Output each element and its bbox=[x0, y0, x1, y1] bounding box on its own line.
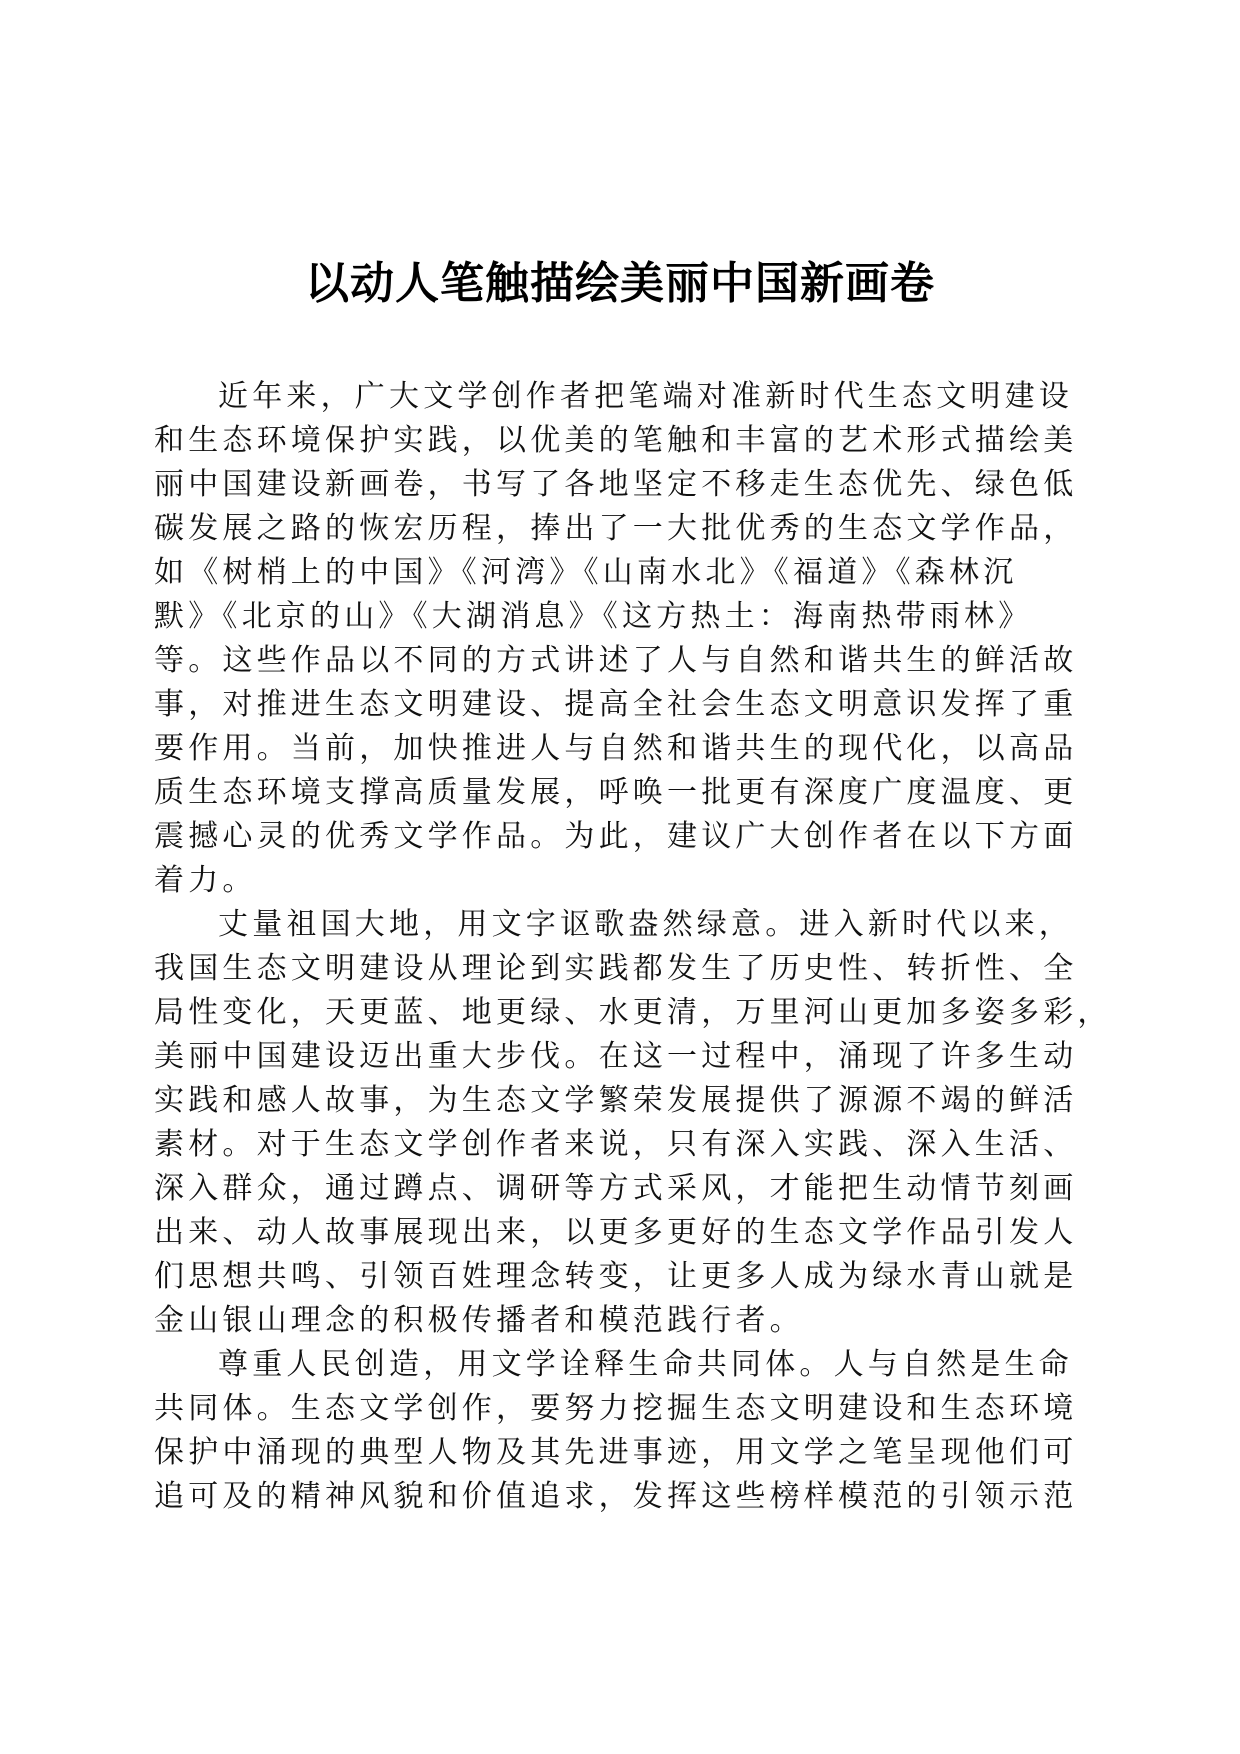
paragraph-1-line: 默》《北京的山》《大湖消息》《这方热土：海南热带雨林》 bbox=[154, 599, 1033, 634]
paragraph-1-line: 近年来，广大文学创作者把笔端对准新时代生态文明建设 bbox=[218, 379, 1073, 414]
paragraph-1-line: 质生态环境支撑高质量发展，呼唤一批更有深度广度温度、更 bbox=[154, 775, 1078, 810]
document-title: 以动人笔触描绘美丽中国新画卷 bbox=[305, 258, 935, 309]
paragraph-3-line: 追可及的精神风貌和价值追求，发挥这些榜样模范的引领示范 bbox=[154, 1479, 1078, 1514]
paragraph-1-line: 如《树梢上的中国》《河湾》《山南水北》《福道》《森林沉 bbox=[154, 555, 1018, 590]
paragraph-3-line: 尊重人民创造，用文学诠释生命共同体。人与自然是生命 bbox=[218, 1347, 1073, 1382]
paragraph-2-line: 金山银山理念的积极传播者和模范践行者。 bbox=[154, 1303, 804, 1338]
paragraph-1-line: 等。这些作品以不同的方式讲述了人与自然和谐共生的鲜活故 bbox=[154, 643, 1078, 678]
paragraph-2-line: 出来、动人故事展现出来，以更多更好的生态文学作品引发人 bbox=[154, 1215, 1078, 1250]
paragraph-1-line: 要作用。当前，加快推进人与自然和谐共生的现代化，以高品 bbox=[154, 731, 1078, 766]
paragraph-3-line: 共同体。生态文学创作，要努力挖掘生态文明建设和生态环境 bbox=[154, 1391, 1078, 1426]
paragraph-2-line: 深入群众，通过蹲点、调研等方式采风，才能把生动情节刻画 bbox=[154, 1171, 1078, 1206]
paragraph-2-line: 素材。对于生态文学创作者来说，只有深入实践、深入生活、 bbox=[154, 1127, 1078, 1162]
paragraph-1-line: 丽中国建设新画卷，书写了各地坚定不移走生态优先、绿色低 bbox=[154, 467, 1078, 502]
paragraph-1-line: 和生态环境保护实践，以优美的笔触和丰富的艺术形式描绘美 bbox=[154, 423, 1078, 458]
document-body bbox=[154, 375, 1112, 1519]
paragraph-2-line: 我国生态文明建设从理论到实践都发生了历史性、转折性、全 bbox=[154, 951, 1078, 986]
paragraph-3-line: 保护中涌现的典型人物及其先进事迹，用文学之笔呈现他们可 bbox=[154, 1435, 1078, 1470]
paragraph-1-line: 着力。 bbox=[154, 863, 257, 898]
paragraph-2-line: 们思想共鸣、引领百姓理念转变，让更多人成为绿水青山就是 bbox=[154, 1259, 1078, 1294]
paragraph-2-line: 美丽中国建设迈出重大步伐。在这一过程中，涌现了许多生动 bbox=[154, 1039, 1078, 1074]
paragraph-1-line: 事，对推进生态文明建设、提高全社会生态文明意识发挥了重 bbox=[154, 687, 1078, 722]
paragraph-2-line: 局性变化，天更蓝、地更绿、水更清，万里河山更加多姿多彩， bbox=[154, 995, 1112, 1030]
paragraph-1-line: 碳发展之路的恢宏历程，捧出了一大批优秀的生态文学作品， bbox=[154, 511, 1078, 546]
paragraph-2-line: 实践和感人故事，为生态文学繁荣发展提供了源源不竭的鲜活 bbox=[154, 1083, 1078, 1118]
paragraph-1-line: 震撼心灵的优秀文学作品。为此，建议广大创作者在以下方面 bbox=[154, 819, 1078, 854]
paragraph-2-line: 丈量祖国大地，用文字讴歌盎然绿意。进入新时代以来， bbox=[218, 907, 1073, 942]
